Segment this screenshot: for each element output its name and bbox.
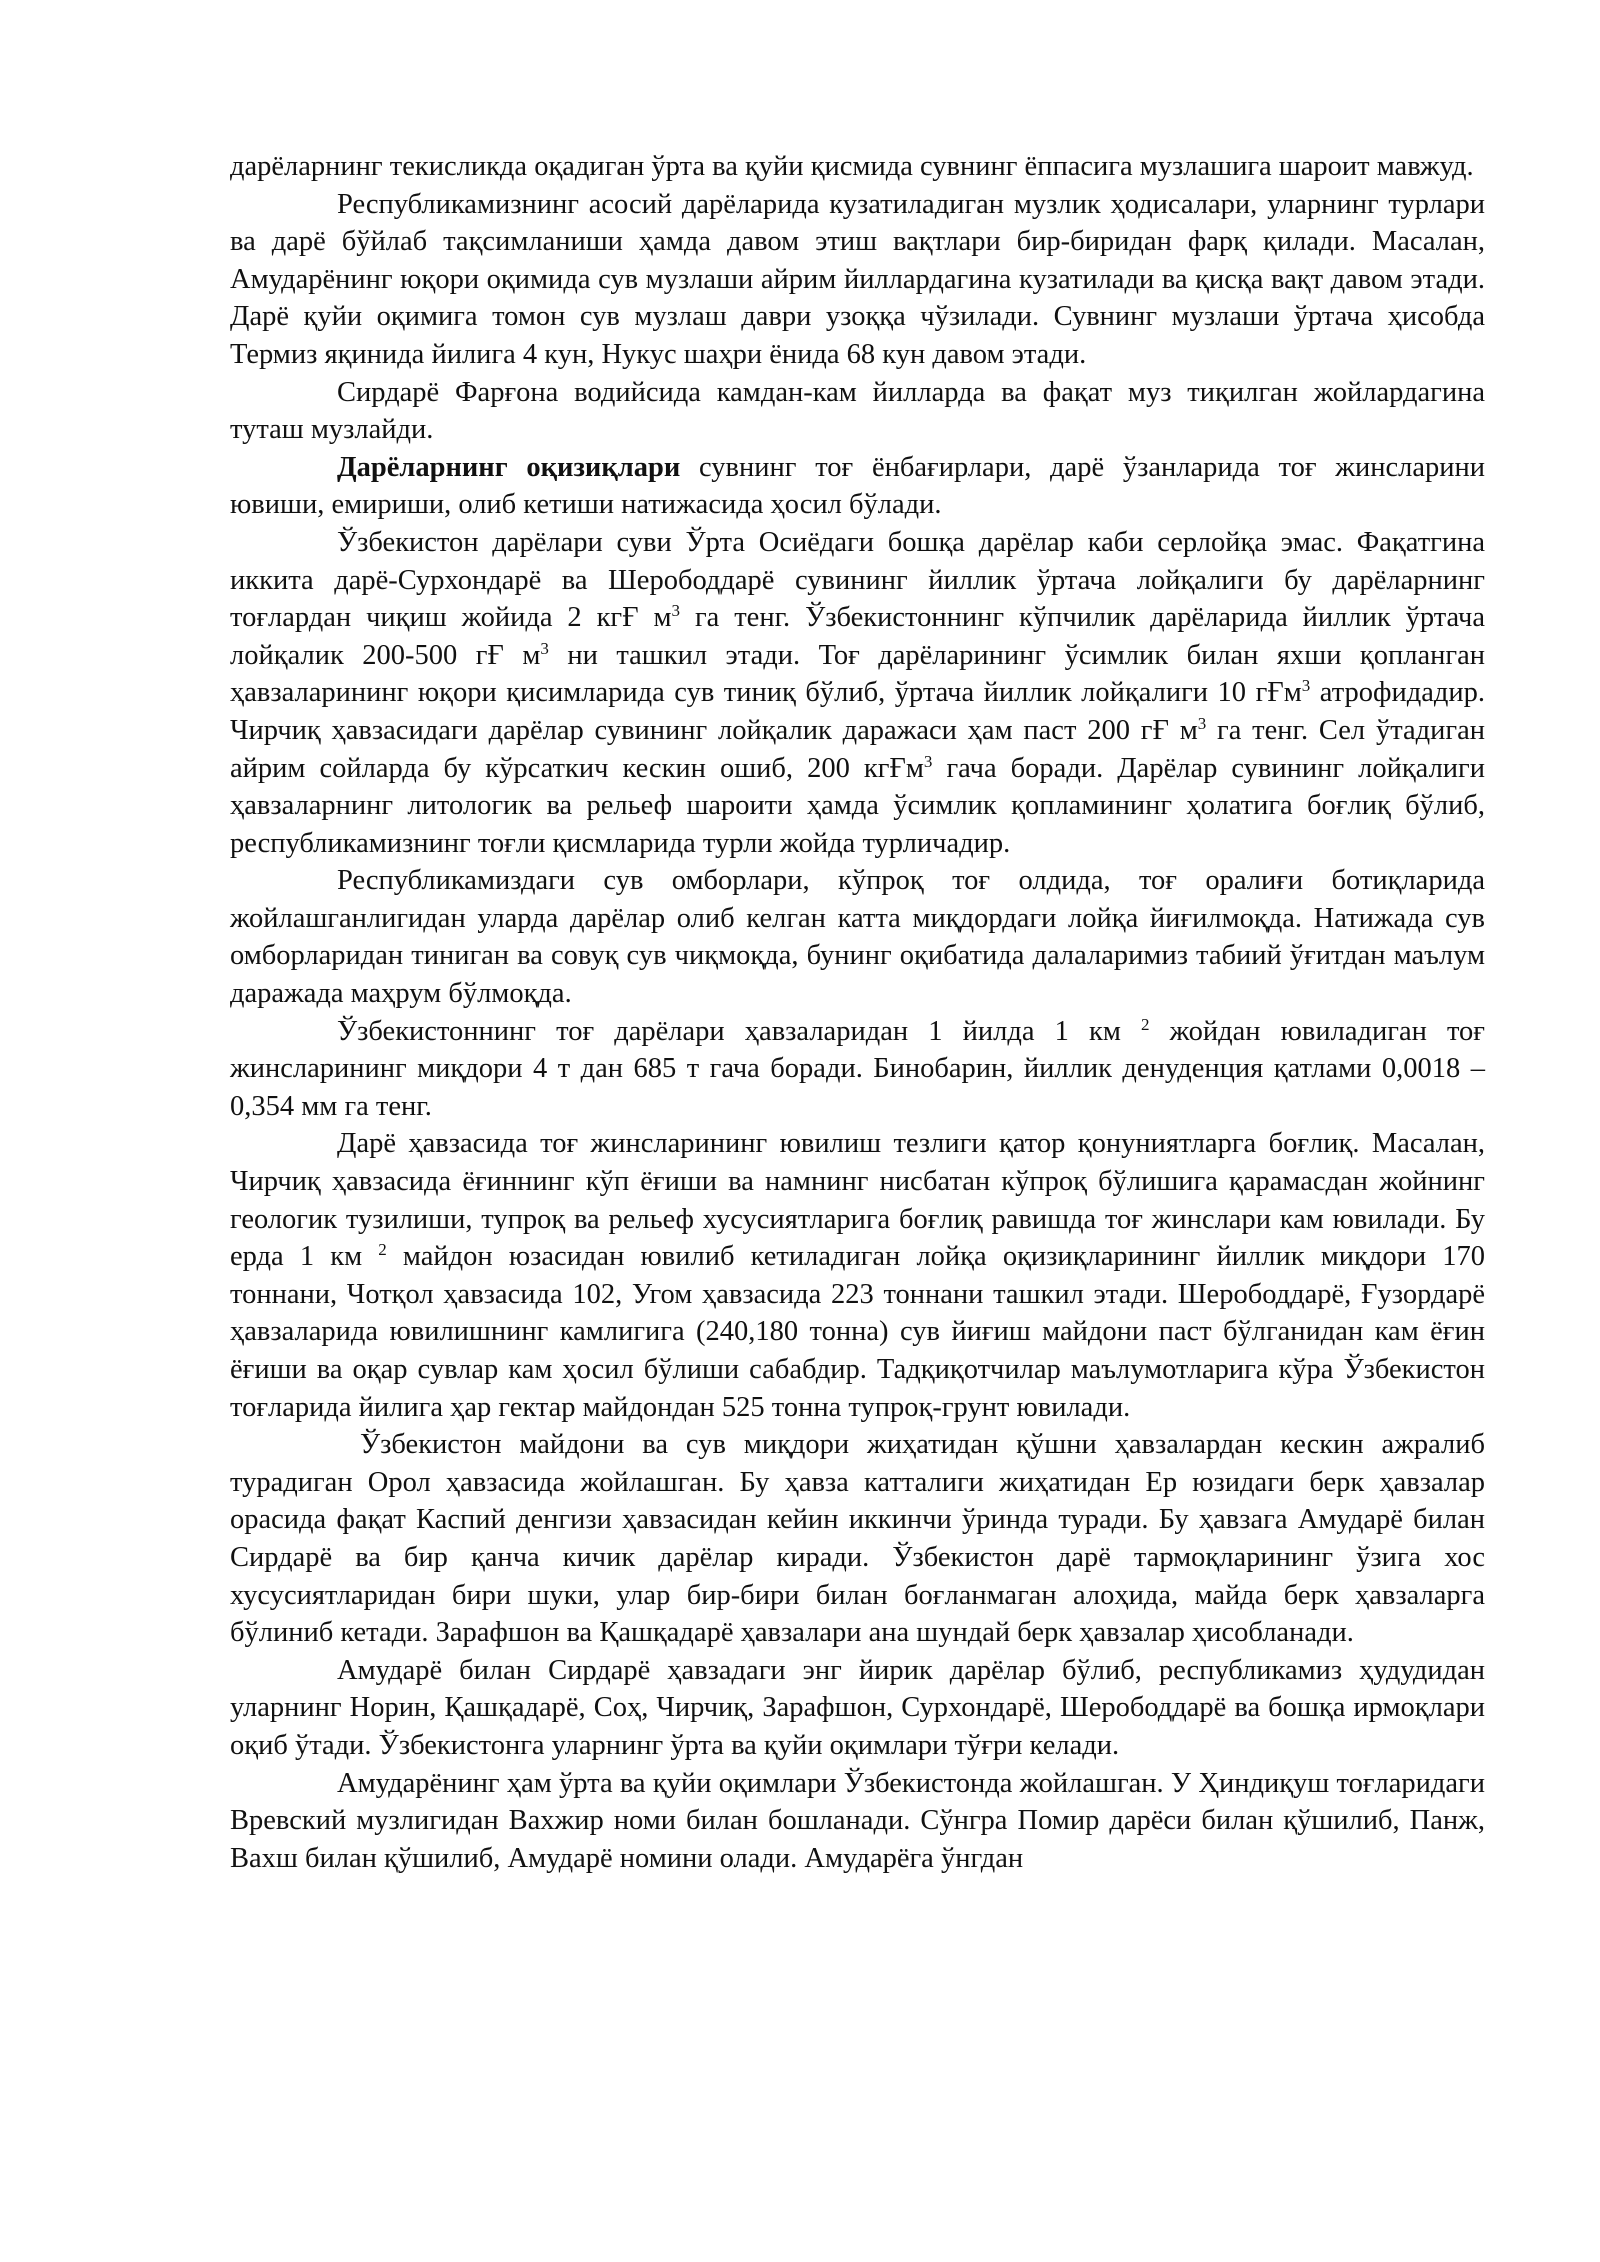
- paragraph: Амударё билан Сирдарё ҳавзадаги энг йирик дарёлар бўлиб, республикамиз ҳудудидан уларнинг Норин, Қашқадарё, Соҳ, Чирчиқ, Зарафшон, Сурхондарё, Шерободдарё ва бошқа ирмоқлари оқиб ўтади. Ўзбекистонга уларнинг ўрта ва қуйи оқимлари тўғри келади.: [230, 1654, 1485, 1761]
- superscript: 2: [1141, 1014, 1150, 1034]
- superscript: 3: [1301, 676, 1311, 696]
- superscript: 2: [378, 1240, 387, 1260]
- document-page: [230, 148, 1485, 1877]
- paragraph: Республикамиздаги сув омборлари, кўпроқ тоғ олдида, тоғ оралиғи ботиқларида жойлашганлигидан уларда дарёлар олиб келган катта миқдордаги лойқа йиғилмоқда. Натижада сув омборларидан тиниган ва совуқ сув чиқмоқда, бунинг оқибатида далаларимиз табиий ўғитдан маълум даражада маҳрум бўлмоқда.: [230, 865, 1485, 1010]
- paragraph: дарёларнинг текисликда оқадиган ўрта ва қуйи қисмида сувнинг ёппасига музлашига шароит мавжуд.: [230, 151, 1474, 182]
- paragraph: Республикамизнинг асосий дарёларида кузатиладиган музлик ҳодисалари, уларнинг турлари ва дарё бўйлаб тақсимланиши ҳамда давом этиш вақтлари бир-биридан фарқ қилади. Масалан, Амударёнинг юқори оқимида сув музлаши айрим йиллардагина кузатилади ва қисқа вақт давом этади. Дарё қуйи оқимига томон сув музлаш даври узоққа чўзилади. Сувнинг музлаши ўртача ҳисобда Термиз яқинида йилига 4 кун, Нукус шаҳри ёнида 68 кун давом этади.: [230, 188, 1485, 370]
- paragraph: Дарёларнинг оқизиқлари сувнинг тоғ ёнбағирлари, дарё ўзанларида тоғ жинсларини ювиши, емириши, олиб кетиши натижасида ҳосил бўлади.: [230, 451, 1485, 521]
- superscript: 3: [671, 601, 681, 621]
- paragraph: Амударёнинг ҳам ўрта ва қуйи оқимлари Ўзбекистонда жойлашган. У Ҳиндиқуш тоғларидаги Вревский музлигидан Вахжир номи билан бошланади. Сўнгра Помир дарёси билан қўшилиб, Панж, Вахш билан қўшилиб, Амударё номини олади. Амударёга ўнгдан: [230, 1767, 1485, 1874]
- superscript: 3: [540, 638, 549, 658]
- paragraph: Ўзбекистоннинг тоғ дарёлари ҳавзаларидан 1 йилда 1 км $^2$ жойдан ювиладиган тоғ жинсларининг миқдори 4 т дан 685 т гача боради. Бинобарин, йиллик денуденция қатлами 0,0018 – 0,354 мм га тенг.: [230, 1014, 1485, 1122]
- bold-term: Дарёларнинг оқизиқлари: [337, 451, 681, 483]
- superscript: 3: [923, 751, 933, 771]
- paragraph: Дарё ҳавзасида тоғ жинсларининг ювилиш тезлиги қатор қонуниятларга боғлиқ. Масалан, Чирчиқ ҳавзасида ёғиннинг кўп ёғиши ва намнинг нисбатан кўпроқ бўлишига қарамасдан жойнинг геологик тузилиши, тупроқ ва рельеф хусусиятларига боғлиқ равишда тоғ жинслари кам ювилади. Бу ерда 1 км $^2$ майдон юзасидан ювилиб кетиладиган лойқа оқизиқларининг йиллик миқдори 170 тоннани, Чотқол ҳавзасида 102, Угом ҳавзасида 223 тоннани ташкил этади. Шерободдарё, Ғузордарё ҳавзаларида ювилишнинг камлигига (240,180 тонна) сув йиғиш майдони паст бўлганидан кам ёғин ёғиши ва оқар сувлар кам ҳосил бўлиши сабабдир. Тадқиқотчилар маълумотларига кўра Ўзбекистон тоғларида йилига ҳар гектар майдондан 525 тонна тупроқ-грунт ювилади.: [230, 1128, 1485, 1423]
- paragraph: Сирдарё Фарғона водийсида камдан-кам йилларда ва фақат муз тиқилган жойлардагина туташ музлайди.: [230, 376, 1485, 446]
- paragraph: Ўзбекистон дарёлари суви Ўрта Осиёдаги бошқа дарёлар каби серлойқа эмас. Фақатгина иккита дарё-Сурхондарё ва Шерободдарё сувининг йиллик ўртача лойқалиги бу дарёларнинг тоғлардан чиқиш жойида 2 кгҒ $м^3$ га тенг. Ўзбекистоннинг кўпчилик дарёларида йиллик ўртача лойқалик 200-500 гҒ $м^3$ ни ташкил этади. Тоғ дарёларининг ўсимлик билан яхши қопланган ҳавзаларининг юқори қисимларида сув тиниқ бўлиб, ўртача йиллик лойқалиги 10 гҒм$^3$ атрофидадир. Чирчиқ ҳавзасидаги дарёлар сувининг лойқалик даражаси ҳам паст 200 гҒ $м^3$ га тенг. Сел ўтадиган айрим сойларда бу кўрсаткич кескин ошиб, 200 кгҒм$^3$ гача боради. Дарёлар сувининг лойқалиги ҳавзаларнинг литологик ва рельеф шароити ҳамда ўсимлик қопламининг ҳолатига боғлиқ бўлиб, республикамизнинг тоғли қисмларида турли жойда турличадир.: [230, 526, 1486, 859]
- paragraph: Ўзбекистон майдони ва сув миқдори жиҳатидан қўшни ҳавзалардан кескин ажралиб турадиган Орол ҳавзасида жойлашган. Бу ҳавза катталиги жиҳатидан Ер юзидаги берк ҳавзалар орасида фақат Каспий денгизи ҳавзасидан кейин иккинчи ўринда туради. Бу ҳавзага Амударё билан Сирдарё ва бир қанча кичик дарёлар киради. Ўзбекистон дарё тармоқларининг ўзига хос хусусиятларидан бири шуки, улар бир-бири билан боғланмаган алоҳида, майда берк ҳавзаларга бўлиниб кетади. Зарафшон ва Қашқадарё ҳавзалари ана шундай берк ҳавзалар ҳисобланади.: [230, 1429, 1485, 1649]
- superscript: 3: [1197, 713, 1207, 733]
